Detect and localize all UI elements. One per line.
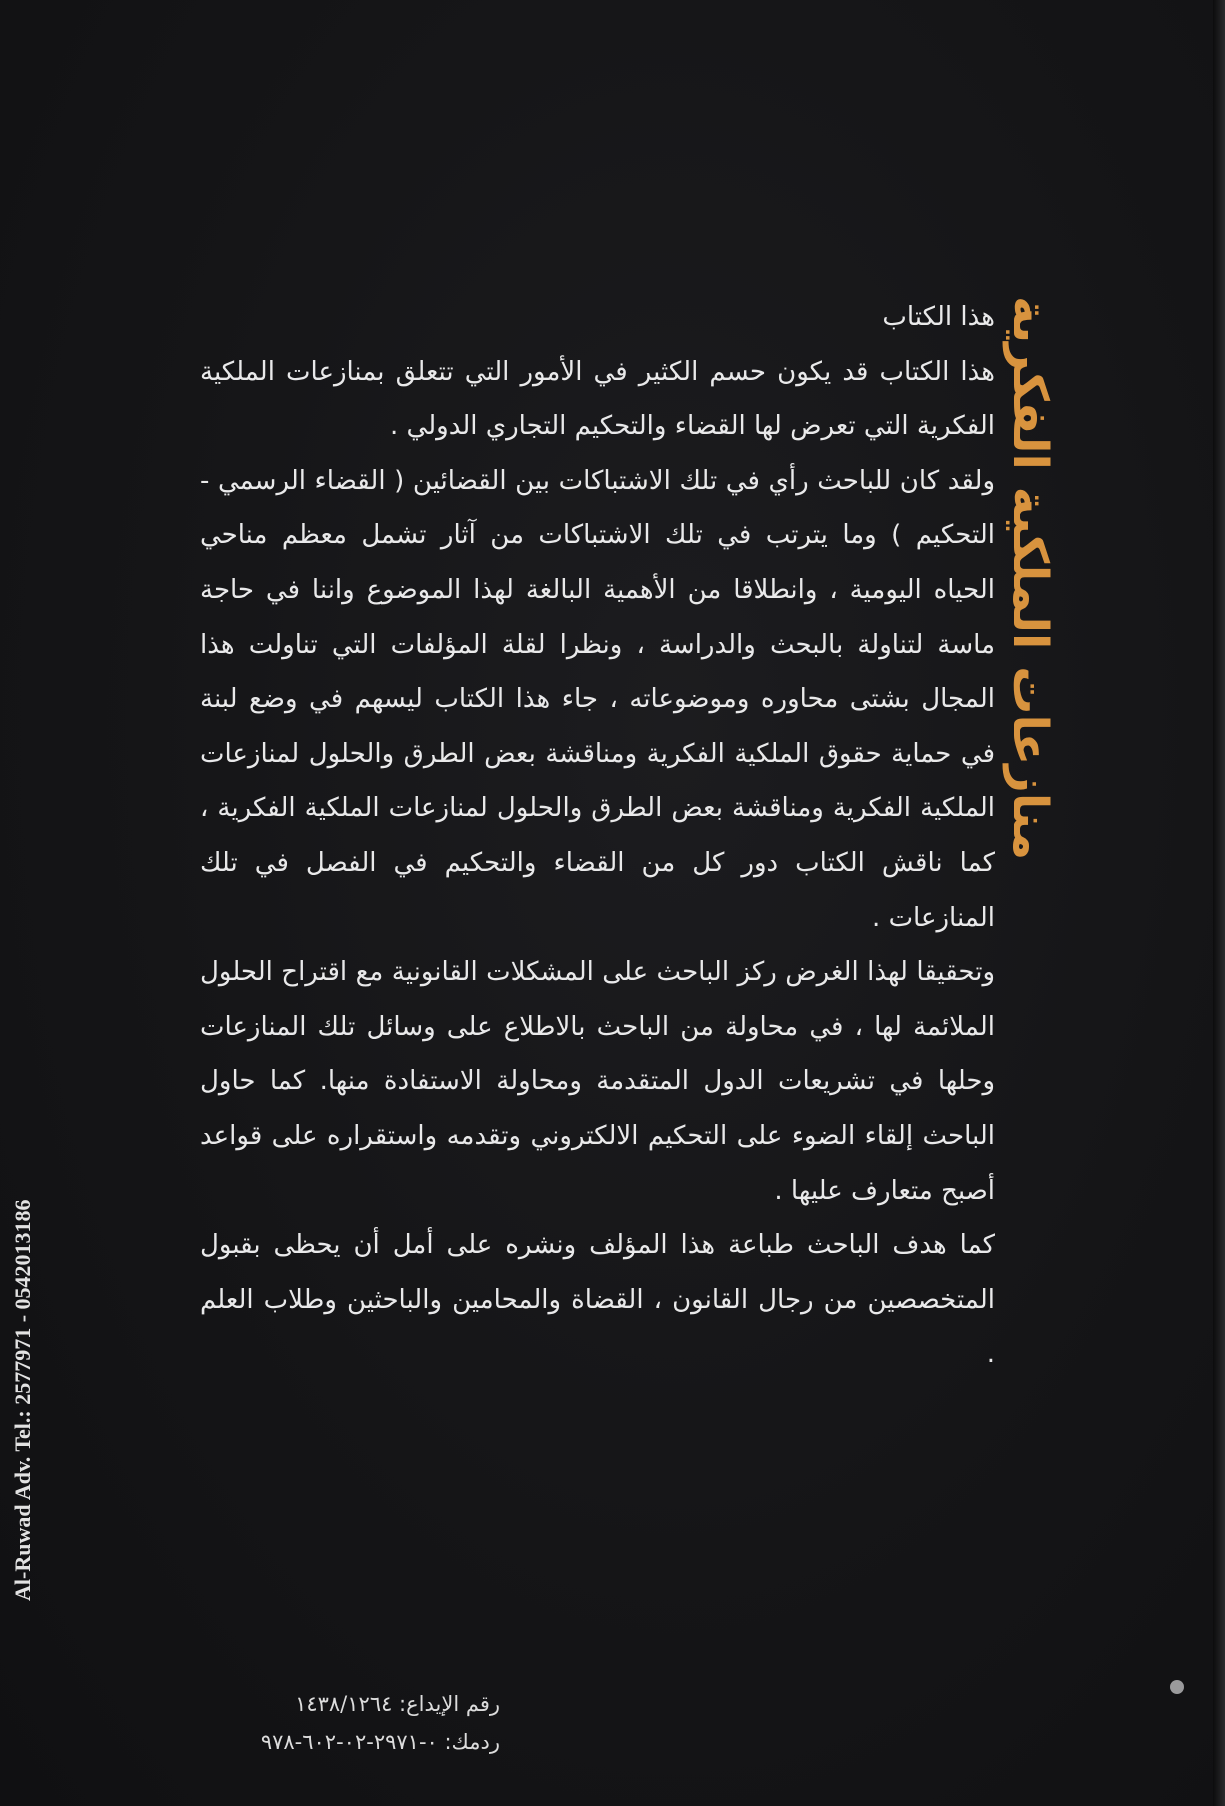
deposit-number: رقم الإيداع: ١٤٣٨/١٢٦٤ (295, 1692, 500, 1716)
blurb-text (200, 290, 995, 1382)
blurb-paragraph: هذا الكتاب قد يكون حسم الكثير في الأمور التي تتعلق بمنازعات الملكية الفكرية التي تعرض لها القضاء والتحكيم التجاري الدولي . (200, 356, 995, 442)
blurb-paragraph: وتحقيقا لهذا الغرض ركز الباحث على المشكلات القانونية مع اقتراح الحلول الملائمة لها ، في محاولة من الباحث بالاطلاع على وسائل تلك المنازعات وحلها في تشريعات الدول المتقدمة ومحاولة الاستفادة منها. كما حاول الباحث إلقاء الضوء على التحكيم الالكتروني وتقدمه واستقراره على قواعد أصبح متعارف عليها . (200, 957, 995, 1206)
publisher-contact: Al-Ruwad Adv. Tel.: 2577971 - 0542013186 (10, 1199, 35, 1601)
blurb-paragraph: كما هدف الباحث طباعة هذا المؤلف ونشره على أمل أن يحظى بقبول المتخصصين من رجال القانون ، القضاة والمحامين والباحثين وطلاب العلم . (200, 1230, 995, 1370)
blurb-paragraph: ولقد كان للباحث رأي في تلك الاشتباكات بين القضائين ( القضاء الرسمي - التحكيم ) وما يترتب في تلك الاشتباكات من آثار تشمل معظم مناحي الحياه اليومية ، وانطلاقا من الأهمية البالغة لهذا الموضوع واننا في حاجة ماسة لتناولة بالبحث والدراسة ، ونظرا لقلة المؤلفات التي تناولت هذا المجال بشتى محاوره وموضوعاته ، جاء هذا الكتاب ليسهم في وضع لبنة في حماية حقوق الملكية الفكرية ومناقشة بعض الطرق والحلول لمنازعات الملكية الفكرية ومناقشة بعض الطرق والحلول لمنازعات الملكية الفكرية ، كما ناقش الكتاب دور كل من القضاء والتحكيم في الفصل في تلك المنازعات . (200, 465, 995, 933)
isbn: ردمك: ٠-٢٩٧١-٠٢-٦٠٢-٩٧٨ (260, 1730, 500, 1754)
cover-mark (1170, 1680, 1184, 1694)
blurb-heading: هذا الكتاب (882, 302, 995, 332)
cover-edge (1213, 0, 1225, 1806)
book-title: منازعات الملكية الفكرية (1002, 295, 1058, 860)
publication-info (160, 1685, 500, 1761)
